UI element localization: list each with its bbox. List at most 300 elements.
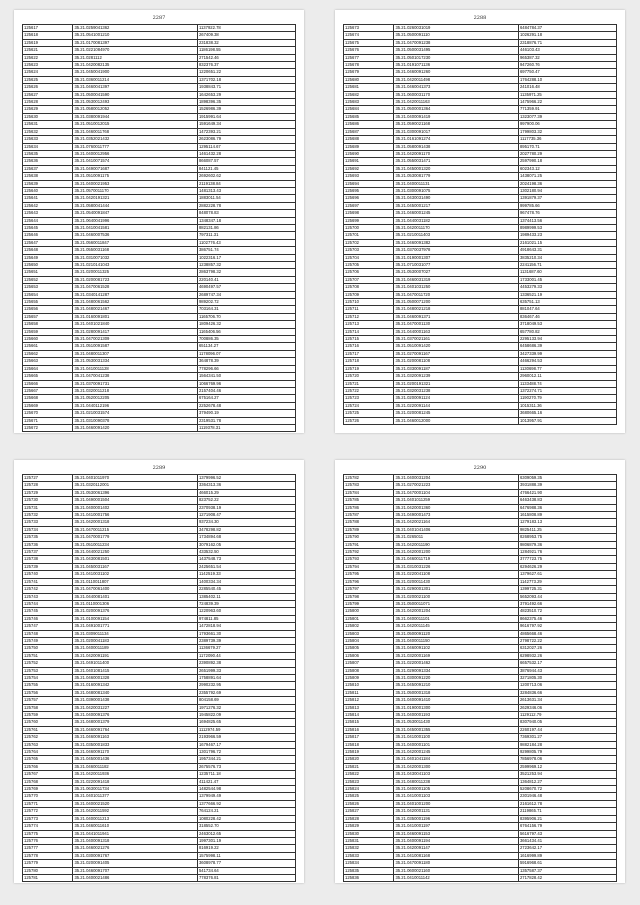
row-number-cell: 125786 [344,504,394,511]
table-row [23,224,296,231]
amount-cell: 816919.22 [197,845,295,852]
row-number-cell: 125619 [23,39,73,46]
row-number-cell: 125772 [23,808,73,815]
table-row [344,150,617,157]
amount-cell: 6294626.29 [518,563,616,570]
row-number-cell: 125712 [344,313,394,320]
code-cell: 35.21.0490001473 [394,512,518,519]
amount-cell: 3284836.66 [518,689,616,696]
amount-cell: 1357587.37 [518,867,616,874]
row-number-cell: 125836 [344,874,394,881]
code-cell: 35.21.0491001771 [73,623,197,630]
amount-cell: 1137922.78 [197,25,295,32]
amount-cell: 364878.39 [197,358,295,365]
code-cell: 35.21.0401011377 [73,793,197,800]
code-cell: 35.21.0460091707 [73,867,197,874]
table-row [23,645,296,652]
code-cell: 35.21.0420011592 [73,808,197,815]
table-row [23,800,296,807]
code-cell: 35.21.0401031250 [394,284,518,291]
table-row [23,417,296,424]
table-row [344,600,617,607]
amount-cell: 9616797.92 [518,623,616,630]
table-row [344,830,617,837]
table-row [344,387,617,394]
row-number-cell: 125777 [23,845,73,852]
row-number-cell: 125784 [344,489,394,496]
row-number-cell: 125700 [344,224,394,231]
amount-cell: 1284921.76 [518,549,616,556]
row-number-cell: 125629 [23,106,73,113]
row-number-cell: 125621 [23,47,73,54]
table-row [23,549,296,556]
table-row [23,187,296,194]
row-number-cell: 125637 [23,165,73,172]
code-cell: 35.21.0470001104 [394,489,518,496]
amount-cell: 8989999.53 [518,224,616,231]
row-number-cell: 125793 [344,556,394,563]
table-row [23,180,296,187]
amount-cell: 1372274.71 [518,387,616,394]
table-row [344,808,617,815]
amount-cell: 7369301.27 [518,734,616,741]
table-row [344,343,617,350]
row-number-cell: 125622 [23,54,73,61]
code-cell: 35.21.0470001779 [73,534,197,541]
table-row [23,276,296,283]
code-cell: 35.21.0270021223 [394,482,518,489]
table-row [23,239,296,246]
row-number-cell: 125801 [344,615,394,622]
amount-cell: 1066769.96 [197,380,295,387]
amount-cell: 5652093.44 [518,593,616,600]
row-number-cell: 125644 [23,217,73,224]
code-cell: 35.21.0220001462 [394,660,518,667]
amount-cell: 6463438.83 [518,497,616,504]
row-number-cell: 125660 [23,336,73,343]
row-number-cell: 125787 [344,512,394,519]
amount-cell: 1945822.09 [197,712,295,719]
amount-cell: 1391879.37 [518,195,616,202]
row-number-cell: 125738 [23,556,73,563]
row-number-cell: 125671 [23,417,73,424]
code-cell: 35.21.0320112001 [73,482,197,489]
amount-cell: 6309059.35 [518,475,616,482]
row-number-cell: 125739 [23,563,73,570]
code-cell: 35.21.0470011215 [73,526,197,533]
amount-cell: 3777723.75 [518,556,616,563]
row-number-cell: 125729 [23,489,73,496]
code-cell: 35.21.0460041397 [73,84,197,91]
table-row [344,276,617,283]
row-number-cell: 125812 [344,697,394,704]
table-row [344,269,617,276]
table-row [344,860,617,867]
row-number-cell: 125633 [23,136,73,143]
table-row [344,54,617,61]
row-number-cell: 125817 [344,734,394,741]
table-row [344,815,617,822]
amount-cell: 2027780.29 [518,150,616,157]
row-number-cell: 125742 [23,586,73,593]
table-row [23,586,296,593]
row-number-cell: 125747 [23,623,73,630]
table-row [344,380,617,387]
code-cell: 35.21.0270091167 [394,350,518,357]
code-cell: 35.21.0310071032 [73,254,197,261]
amount-cell: 895170.71 [518,143,616,150]
code-cell: 35.21.0380091944 [73,113,197,120]
amount-cell: 764124.21 [197,808,295,815]
row-number-cell: 125827 [344,808,394,815]
code-cell: 35.21.0401041406 [394,526,518,533]
code-cell: 35.21.0510091587 [73,343,197,350]
amount-cell: 823752.22 [197,497,295,504]
amount-cell: 2651999.33 [197,667,295,674]
row-number-cell: 125720 [344,373,394,380]
row-number-cell: 125695 [344,187,394,194]
code-cell: 35.21.0200191321 [394,380,518,387]
code-cell: 35.21.0600021160 [394,867,518,874]
amount-cell: 3079162.05 [197,541,295,548]
table-row [23,749,296,756]
row-number-cell: 125719 [344,365,394,372]
row-number-cell: 125723 [344,395,394,402]
table-row [23,489,296,496]
table-row [23,173,296,180]
row-number-cell: 125814 [344,712,394,719]
row-number-cell: 125766 [23,763,73,770]
code-cell: 35.21.0470001130 [394,321,518,328]
row-number-cell: 125773 [23,815,73,822]
amount-cell: 1615808.89 [518,512,616,519]
row-number-cell: 125823 [344,778,394,785]
amount-cell: 1379996.52 [197,475,295,482]
amount-cell: 974811.85 [197,615,295,622]
row-number-cell: 125804 [344,637,394,644]
row-number-cell: 125677 [344,54,394,61]
amount-cell: 1898396.35 [197,99,295,106]
amount-cell: 1997301.19 [197,837,295,844]
row-number-cell: 125765 [23,756,73,763]
table-row [344,512,617,519]
table-row [344,84,617,91]
amount-cell: 947260.76 [518,62,616,69]
amount-cell: 271542.46 [197,54,295,61]
table-row [344,210,617,217]
table-row [344,534,617,541]
row-number-cell: 125685 [344,113,394,120]
amount-cell: 6764156.79 [518,823,616,830]
row-number-cell: 125783 [344,482,394,489]
table-row [344,128,617,135]
table-row [344,793,617,800]
table-row [344,417,617,424]
row-number-cell: 125634 [23,143,73,150]
table-row [344,741,617,748]
row-number-cell: 125666 [23,380,73,387]
amount-cell: 1591649.34 [197,121,295,128]
code-cell: 35.21.0570011170 [73,187,197,194]
row-number-cell: 125705 [344,262,394,269]
table-row [344,734,617,741]
row-number-cell: 125686 [344,121,394,128]
amount-cell: 2629346.06 [518,704,616,711]
amount-cell: 866087.57 [197,158,295,165]
row-number-cell: 125829 [344,823,394,830]
row-number-cell: 125813 [344,704,394,711]
code-cell: 35.21.0420001204 [394,608,518,615]
row-number-cell: 125663 [23,358,73,365]
amount-cell: 1883011.54 [197,195,295,202]
row-number-cell: 125792 [344,549,394,556]
code-cell: 35.21.0290091334 [394,667,518,674]
code-cell: 35.21.0510011234 [73,541,197,548]
row-number-cell: 125669 [23,402,73,409]
code-cell: 35.21.0440001163 [394,328,518,335]
table-row [344,306,617,313]
table-row [23,350,296,357]
table-row [344,682,617,689]
row-number-cell: 125798 [344,593,394,600]
code-cell: 35.21.0100091154 [73,615,197,622]
amount-cell: 541734.64 [197,867,295,874]
document-page-1 [14,10,304,433]
code-cell: 35.21.0420091170 [394,150,518,157]
code-cell: 35.21.0470021309 [73,336,197,343]
amount-cell: 1379627.61 [518,571,616,578]
row-number-cell: 125727 [23,475,73,482]
code-cell: 35.21.0580041444 [73,202,197,209]
row-number-cell: 125649 [23,254,73,261]
data-table [22,474,296,882]
amount-cell: 1399725.31 [518,586,616,593]
table-row [344,336,617,343]
amount-cell: 1235711.18 [197,771,295,778]
amount-cell: 2119865.71 [518,808,616,815]
code-cell: 35.21.0220091418 [73,778,197,785]
amount-cell: 2882228.78 [197,202,295,209]
amount-cell: 267409.38 [197,32,295,39]
amount-cell: 2241156.71 [518,262,616,269]
table-row [23,563,296,570]
code-cell: 35.21.0420082135 [73,62,197,69]
table-row [23,786,296,793]
table-row [344,563,617,570]
row-number-cell: 125694 [344,180,394,187]
table-row [344,99,617,106]
code-cell: 35.21.0440031182 [394,217,518,224]
row-number-cell: 125788 [344,519,394,526]
row-number-cell: 125770 [23,793,73,800]
row-number-cell: 125734 [23,526,73,533]
amount-cell: 2193966.59 [197,734,295,741]
table-row [23,697,296,704]
amount-cell: 697750.47 [518,69,616,76]
code-cell: 35.21.0450001320 [394,165,518,172]
row-number-cell: 125682 [344,91,394,98]
amount-cell: 2389739.39 [197,637,295,644]
amount-cell: 2355792.69 [197,689,295,696]
amount-cell: 1694825.65 [197,719,295,726]
row-number-cell: 125764 [23,749,73,756]
code-cell: 35.21.0540091847 [73,210,197,217]
row-number-cell: 125656 [23,306,73,313]
code-cell: 35.21.0460091163 [73,734,197,741]
table-row [23,660,296,667]
code-cell: 35.21.0265011 [394,534,518,541]
table-row [344,410,617,417]
table-row [344,232,617,239]
code-cell: 35.21.0200091376 [73,608,197,615]
amount-cell: 797311.31 [197,232,295,239]
code-cell: 35.21.0460031319 [394,276,518,283]
table-row [344,121,617,128]
code-cell: 35.21.0410031102 [73,571,197,578]
table-row [23,262,296,269]
table-row [344,32,617,39]
code-cell: 35.21.0480021218 [394,306,518,313]
row-number-cell: 125697 [344,202,394,209]
row-number-cell: 125693 [344,173,394,180]
code-cell: 35.21.0410001103 [394,793,518,800]
table-row [344,623,617,630]
code-cell: 35.21.0400001402 [73,504,197,511]
amount-cell: 836467.46 [518,313,616,320]
table-row [23,712,296,719]
table-row [23,682,296,689]
table-row [23,47,296,54]
amount-cell: 2318876.71 [518,39,616,46]
code-cell: 35.21.0210141043 [73,262,197,269]
table-row [344,402,617,409]
code-cell: 35.21.0400021520 [73,800,197,807]
row-number-cell: 125652 [23,276,73,283]
row-number-cell: 125795 [344,571,394,578]
code-cell: 35.21.0470011720 [394,291,518,298]
row-number-cell: 125752 [23,660,73,667]
row-number-cell: 125730 [23,497,73,504]
row-number-cell: 125748 [23,630,73,637]
amount-cell: 771359.91 [518,106,616,113]
table-row [344,202,617,209]
amount-cell: 2599969.12 [518,763,616,770]
amount-cell: 1323077.39 [518,113,616,120]
amount-cell: 1377666.92 [197,800,295,807]
amount-cell: 3876944.43 [518,667,616,674]
row-number-cell: 125713 [344,321,394,328]
table-row [344,373,617,380]
row-number-cell: 125716 [344,343,394,350]
code-cell: 35.21.0470041238 [73,373,197,380]
code-cell: 35.21.0401041184 [394,756,518,763]
row-number-cell: 125642 [23,202,73,209]
code-cell: 35.21.0410001197 [394,823,518,830]
table-row [344,852,617,859]
table-row [23,874,296,881]
code-cell: 35.21.0501017230 [394,54,518,61]
code-cell: 35.21.0220091144 [394,402,518,409]
amount-cell: 2463012.65 [197,830,295,837]
code-cell: 35.21.0370037978 [394,247,518,254]
code-cell: 35.21.0410081168 [394,852,518,859]
row-number-cell: 125714 [344,328,394,335]
row-number-cell: 125670 [23,410,73,417]
code-cell: 35.21.0420091191 [73,652,197,659]
row-number-cell: 125658 [23,321,73,328]
row-number-cell: 125776 [23,837,73,844]
table-row [23,630,296,637]
code-cell: 35.21.0420011163 [394,99,518,106]
code-cell: 35.21.0500011071 [394,600,518,607]
table-row [344,313,617,320]
code-cell: 35.21.0160091801 [73,313,197,320]
amount-cell: 4690497.57 [197,284,295,291]
table-row [344,47,617,54]
amount-cell: 9882184.28 [518,741,616,748]
row-number-cell: 125794 [344,563,394,570]
table-row [344,395,617,402]
code-cell: 35.21.0500001364 [394,106,518,113]
amount-cell: 1764288.10 [518,76,616,83]
code-cell: 35.21.0400021953 [73,180,197,187]
row-number-cell: 125647 [23,239,73,246]
table-row [23,756,296,763]
table-row [344,262,617,269]
amount-cell: 4453279.33 [518,284,616,291]
code-cell: 35.21.0510091420 [394,343,518,350]
table-row [23,150,296,157]
table-row [344,504,617,511]
row-number-cell: 125731 [23,504,73,511]
amount-cell: 2990232.95 [197,682,295,689]
amount-cell: 657780.82 [518,328,616,335]
code-cell: 35.21.0200091405 [73,860,197,867]
table-row [344,254,617,261]
table-row [23,121,296,128]
table-row [344,726,617,733]
row-number-cell: 125632 [23,128,73,135]
code-cell: 35.21.0420001300 [394,763,518,770]
amount-cell: 9825411.25 [518,526,616,533]
table-row [23,771,296,778]
row-number-cell: 125689 [344,143,394,150]
amount-cell: 2252678.48 [197,402,295,409]
table-row [23,482,296,489]
table-row [23,556,296,563]
code-cell: 35.21.0200081245 [394,410,518,417]
table-row [344,615,617,622]
row-number-cell: 125768 [23,778,73,785]
code-cell: 35.21.0490071687 [73,165,197,172]
row-number-cell: 125796 [344,578,394,585]
code-cell: 35.21.0401011259 [394,497,518,504]
code-cell: 35.21.0320091239 [394,373,518,380]
amount-cell: 1481313.43 [197,187,295,194]
table-row [23,158,296,165]
amount-cell: 3608978.77 [197,860,295,867]
row-number-cell: 125791 [344,541,394,548]
amount-cell: 1575998.11 [197,852,295,859]
row-number-cell: 125709 [344,291,394,298]
code-cell: 35.21.0310090378 [73,417,197,424]
row-number-cell: 125797 [344,586,394,593]
row-number-cell: 125643 [23,210,73,217]
code-cell: 35.21.0460011610 [73,823,197,830]
amount-cell: 1131687.60 [518,269,616,276]
row-number-cell: 125645 [23,224,73,231]
row-number-cell: 125790 [344,534,394,541]
